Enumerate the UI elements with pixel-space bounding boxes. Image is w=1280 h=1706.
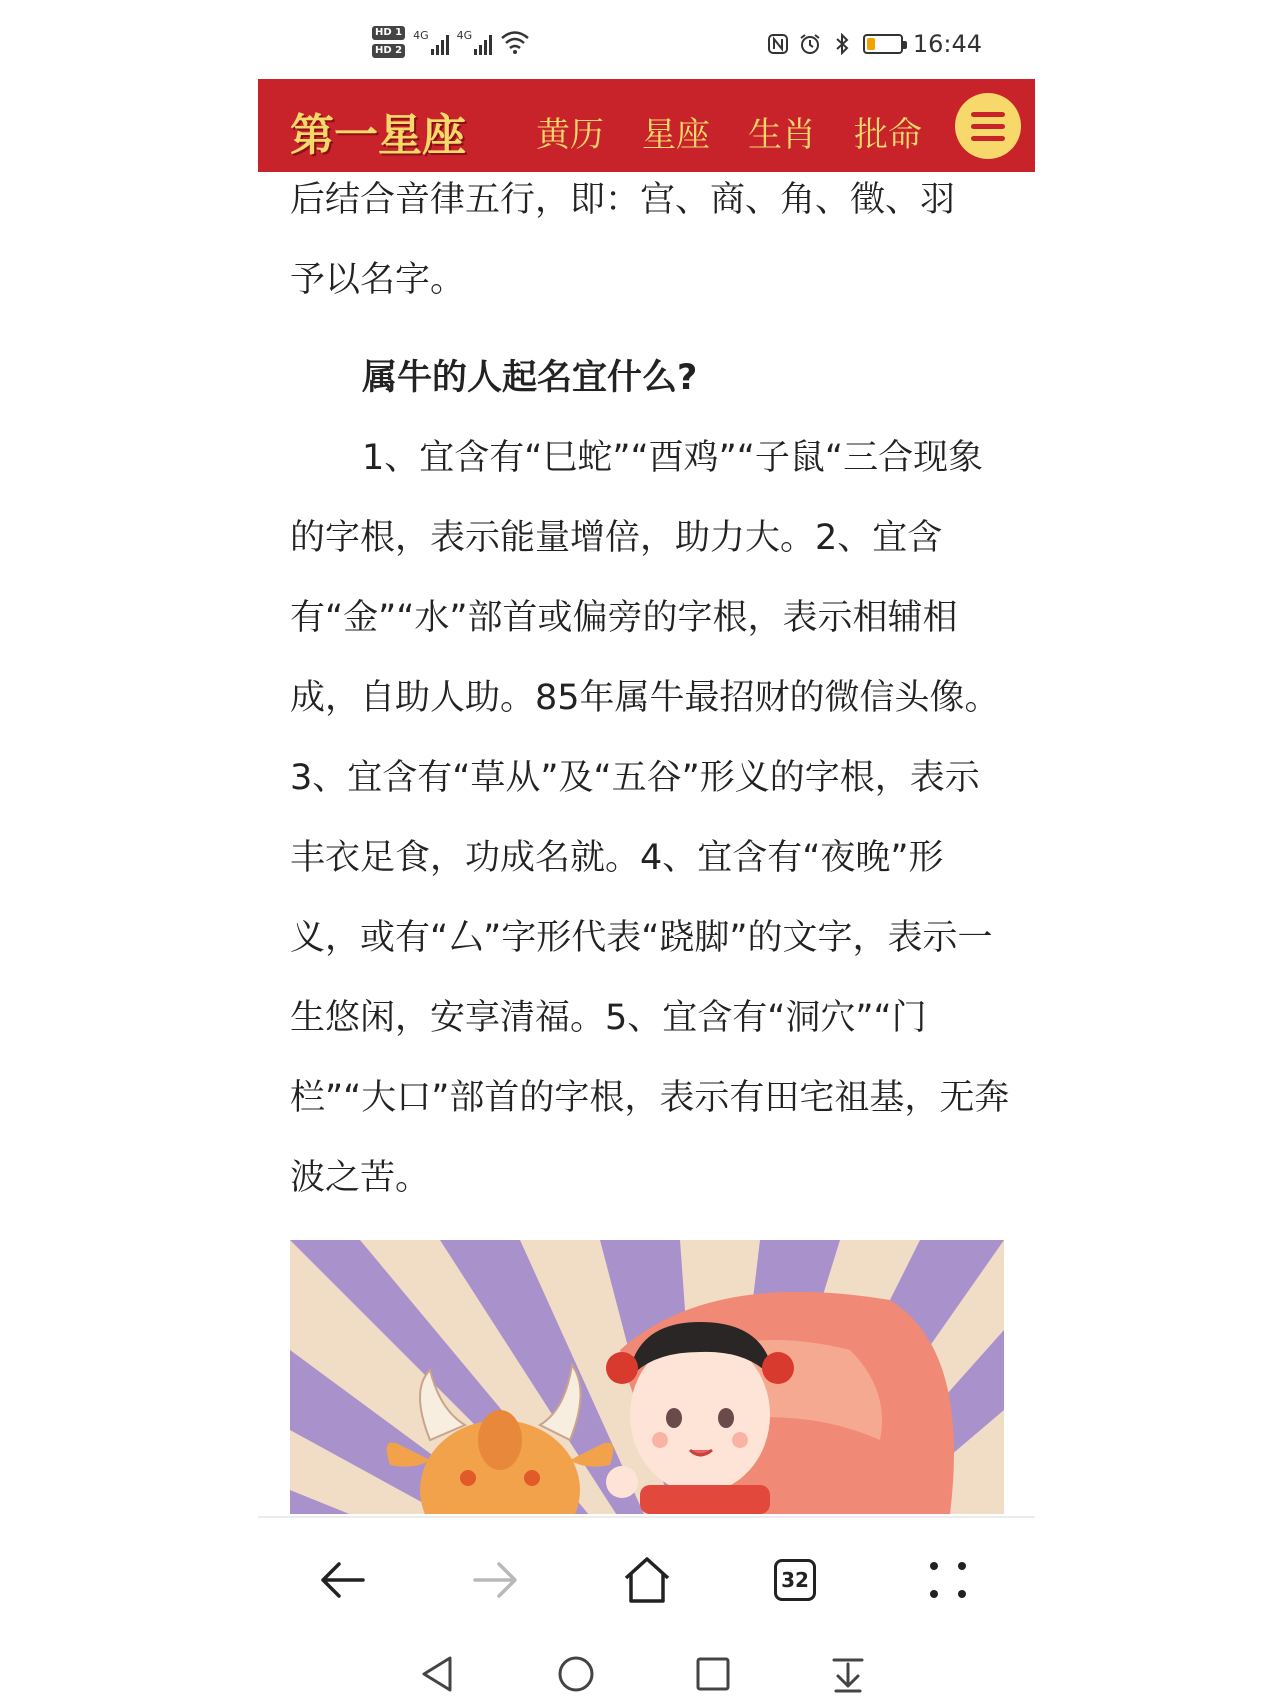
sim2-badge: HD 2: [372, 44, 405, 58]
article-heading: 属牛的人起名宜什么?: [362, 358, 698, 398]
system-notification-button[interactable]: [824, 1650, 872, 1698]
sim1-badge: HD 1: [372, 26, 405, 40]
browser-toolbar: [258, 1516, 1035, 1642]
article-fragment-line2: 予以名字。: [290, 260, 466, 300]
forward-button[interactable]: [464, 1548, 528, 1612]
dots-grid-icon: [928, 1560, 968, 1600]
article-fragment-line1: 后结合音律五行，即：宫、商、角、徵、羽: [290, 180, 956, 220]
nav-home-icon: [556, 1654, 596, 1694]
nav-item-xingzuo[interactable]: 星座: [642, 115, 710, 155]
site-nav: [536, 107, 922, 156]
system-home-button[interactable]: [552, 1650, 600, 1698]
system-navigation: [0, 1642, 1280, 1706]
wifi-icon: [500, 29, 530, 55]
sim1-network-label: 4G: [413, 29, 429, 42]
back-button[interactable]: [310, 1548, 374, 1612]
status-left: [372, 26, 530, 58]
status-bar: [0, 0, 1280, 80]
more-button[interactable]: [916, 1548, 980, 1612]
home-icon: [622, 1556, 672, 1604]
nav-item-piming[interactable]: 批命: [854, 115, 922, 155]
tab-count: 32: [774, 1559, 816, 1601]
sim2-network-label: 4G: [456, 29, 473, 42]
nfc-icon: [767, 33, 789, 55]
nav-item-huangli[interactable]: 黄历: [536, 115, 604, 155]
site-header: [258, 79, 1035, 172]
sim-badges: [372, 26, 405, 58]
home-button[interactable]: [615, 1548, 679, 1612]
battery-fill: [867, 38, 875, 50]
nav-item-shengxiao[interactable]: 生肖: [748, 115, 816, 155]
arrow-right-icon: [473, 1560, 519, 1600]
arrow-left-icon: [319, 1560, 365, 1600]
clock: 16:44: [912, 30, 982, 58]
system-back-button[interactable]: [414, 1650, 462, 1698]
nav-notification-icon: [828, 1654, 868, 1694]
bluetooth-icon: [831, 33, 853, 55]
nav-back-icon: [418, 1654, 458, 1694]
sim1-signal-icon: [413, 29, 449, 55]
status-right: [767, 30, 982, 58]
hamburger-icon[interactable]: [955, 93, 1021, 159]
alarm-icon: [799, 33, 821, 55]
site-logo[interactable]: 第一星座: [290, 110, 466, 161]
tabs-button[interactable]: [763, 1548, 827, 1612]
ox-illustration-art: [290, 1240, 1004, 1514]
ox-illustration: [290, 1240, 1004, 1514]
nav-recents-icon: [693, 1654, 733, 1694]
sim2-signal-icon: [457, 29, 493, 55]
article-body: 1、宜含有“巳蛇”“酉鸡”“子鼠“三合现象的字根，表示能量增倍，助力大。2、宜含有“金”“水”部首或偏旁的字根，表示相辅相成，自助人助。85年属牛最招财的微信头像。3、宜含有“草从”及“五谷”形义的字根，表示丰衣足食，功成名就。4、宜含有“夜晚”形义，或有“厶”字形代表“跷脚”的文字，表示一生悠闲，安享清福。5、宜含有“洞穴”“门栏”“大口”部首的字根，表示有田宅祖基，无奔波之苦。: [290, 438, 1010, 1198]
battery-icon: [863, 34, 903, 54]
system-recents-button[interactable]: [689, 1650, 737, 1698]
